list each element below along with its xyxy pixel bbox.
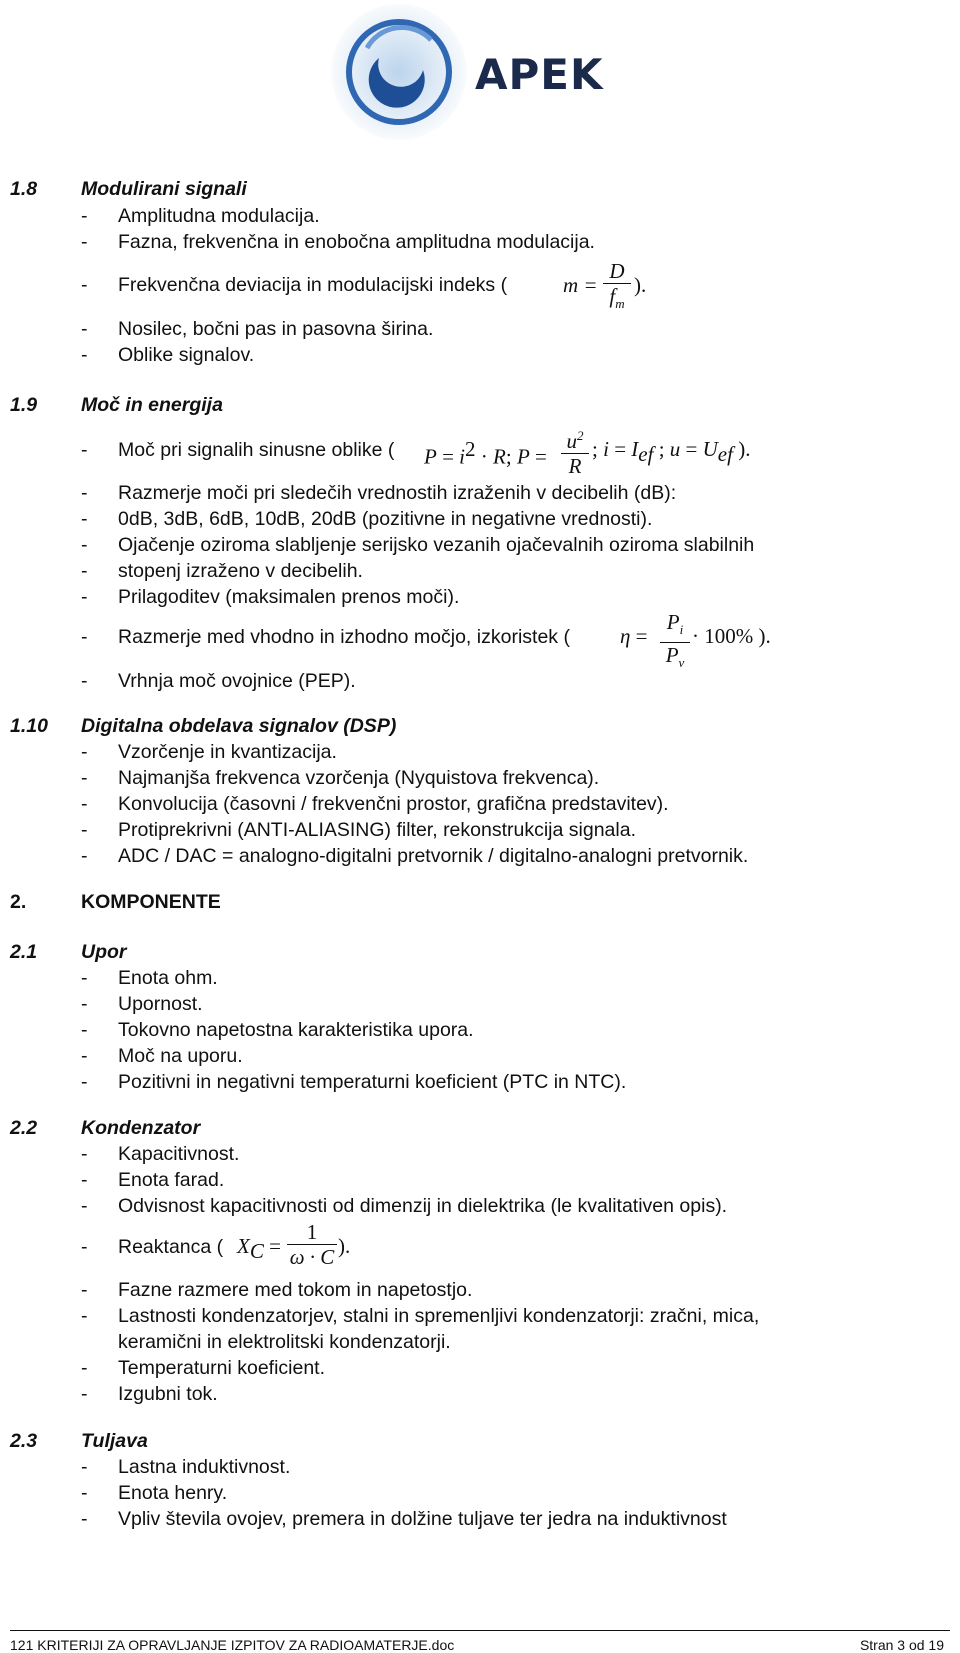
list-item: - Protiprekrivni (ANTI-ALIASING) filter, rekonstrukcija signala. — [81, 819, 636, 841]
efficiency-fraction: $\frac{P_i}{P_v}$ — [660, 610, 690, 675]
chapter-2-heading: 2. KOMPONENTE — [10, 891, 221, 913]
list-item: - Vzorčenje in kvantizacija. — [81, 741, 337, 763]
list-item: - Vpliv števila ovojev, premera in dolžine tuljave ter jedra na induktivnost — [81, 1508, 727, 1530]
list-item: - Prilagoditev (maksimalen prenos moči). — [81, 586, 460, 608]
section-1-8-heading — [10, 178, 247, 201]
power-formula: $P = i^2 \cdot R$; P = — [424, 437, 547, 469]
list-item: - Enota ohm. — [81, 967, 218, 989]
list-item: - Frekvenčna deviacija in modulacijski indeks ( — [81, 274, 508, 296]
formula-m-fraction — [603, 259, 631, 316]
formula-close: ). — [634, 273, 647, 297]
efficiency-formula: η = — [620, 624, 648, 648]
list-item: - Oblike signalov. — [81, 344, 255, 366]
list-item: - Temperaturni koeficient. — [81, 1357, 326, 1379]
list-item: - Razmerje moči pri sledečih vrednostih izraženih v decibelih (dB): — [81, 482, 677, 504]
formula-numerator: D — [603, 259, 631, 284]
footer-filename: 121 KRITERIJI ZA OPRAVLJANJE IZPITOV ZA RADIOAMATERJE.doc — [10, 1637, 455, 1653]
section-number: 1.8 — [10, 178, 38, 200]
list-item: - Moč na uporu. — [81, 1045, 243, 1067]
list-item: - Konvolucija (časovni / frekvenčni prostor, grafična predstavitev). — [81, 793, 669, 815]
list-item: - Fazna, frekvenčna in enobočna amplitudna modulacija. — [81, 231, 595, 253]
section-title: Modulirani signali — [81, 178, 247, 200]
section-2-1-heading: 2.1 Upor — [10, 941, 127, 963]
list-item: - Razmerje med vhodno in izhodno močjo, izkoristek ( — [81, 626, 570, 648]
list-item: - Upornost. — [81, 993, 203, 1015]
list-item: - Reaktanca ( — [81, 1236, 224, 1258]
reactance-formula: $X_C$ = — [237, 1234, 281, 1263]
list-item: - Nosilec, bočni pas in pasovna širina. — [81, 318, 434, 340]
section-1-9-heading: 1.9 Moč in energija — [10, 394, 223, 416]
list-item: - Fazne razmere med tokom in napetostjo. — [81, 1279, 473, 1301]
apek-logo — [327, 0, 657, 145]
logo-text: APEK — [475, 50, 604, 99]
list-item: - Enota farad. — [81, 1169, 225, 1191]
footer-page-number: Stran 3 od 19 — [859, 1637, 944, 1653]
list-item: - Vrhnja moč ovojnice (PEP). — [81, 670, 356, 692]
list-item: - Pozitivni in negativni temperaturni koeficient (PTC in NTC). — [81, 1071, 627, 1093]
list-item: - Amplitudna modulacija. — [81, 205, 320, 227]
formula-m-lhs: m = — [563, 273, 598, 297]
list-item-continuation: keramični in elektrolitski kondenzatorji. — [118, 1331, 451, 1353]
list-item: - Moč pri signalih sinusne oblike ( — [81, 439, 395, 461]
list-item: - Ojačenje oziroma slabljenje serijsko vezanih ojačevalnih oziroma slabilnih — [81, 534, 755, 556]
apek-emblem-icon — [327, 0, 467, 145]
list-item: - ADC / DAC = analogno-digitalni pretvornik / digitalno-analogni pretvornik. — [81, 845, 749, 867]
list-item: - Izgubni tok. — [81, 1383, 218, 1405]
reactance-fraction: $\frac{1}{\omega \cdot C}$ — [287, 1220, 337, 1269]
list-item: - Tokovno napetostna karakteristika upora. — [81, 1019, 474, 1041]
section-2-3-heading: 2.3 Tuljava — [10, 1430, 148, 1452]
power-formula-rest: ; $i = I_{ef}$ ; $u = U_{ef}$ ). — [592, 437, 751, 466]
section-2-2-heading: 2.2 Kondenzator — [10, 1117, 201, 1139]
list-item: - Najmanjša frekvenca vzorčenja (Nyquistova frekvenca). — [81, 767, 600, 789]
list-item: - Kapacitivnost. — [81, 1143, 240, 1165]
list-item: - Enota henry. — [81, 1482, 228, 1504]
section-1-10-heading: 1.10 Digitalna obdelava signalov (DSP) — [10, 715, 397, 737]
list-item: - 0dB, 3dB, 6dB, 10dB, 20dB (pozitivne in negativne vrednosti). — [81, 508, 653, 530]
list-item: - Lastnosti kondenzatorjev, stalni in spremenljivi kondenzatorji: zračni, mica, — [81, 1305, 760, 1327]
footer-divider — [10, 1630, 950, 1631]
list-item: - stopenj izraženo v decibelih. — [81, 560, 363, 582]
list-item: - Odvisnost kapacitivnosti od dimenzij in dielektrika (le kvalitativen opis). — [81, 1195, 728, 1217]
formula-denominator: $f_m$ — [609, 284, 625, 312]
power-fraction: $\frac{u^2}{R}$ — [561, 424, 589, 478]
list-item: - Lastna induktivnost. — [81, 1456, 291, 1478]
